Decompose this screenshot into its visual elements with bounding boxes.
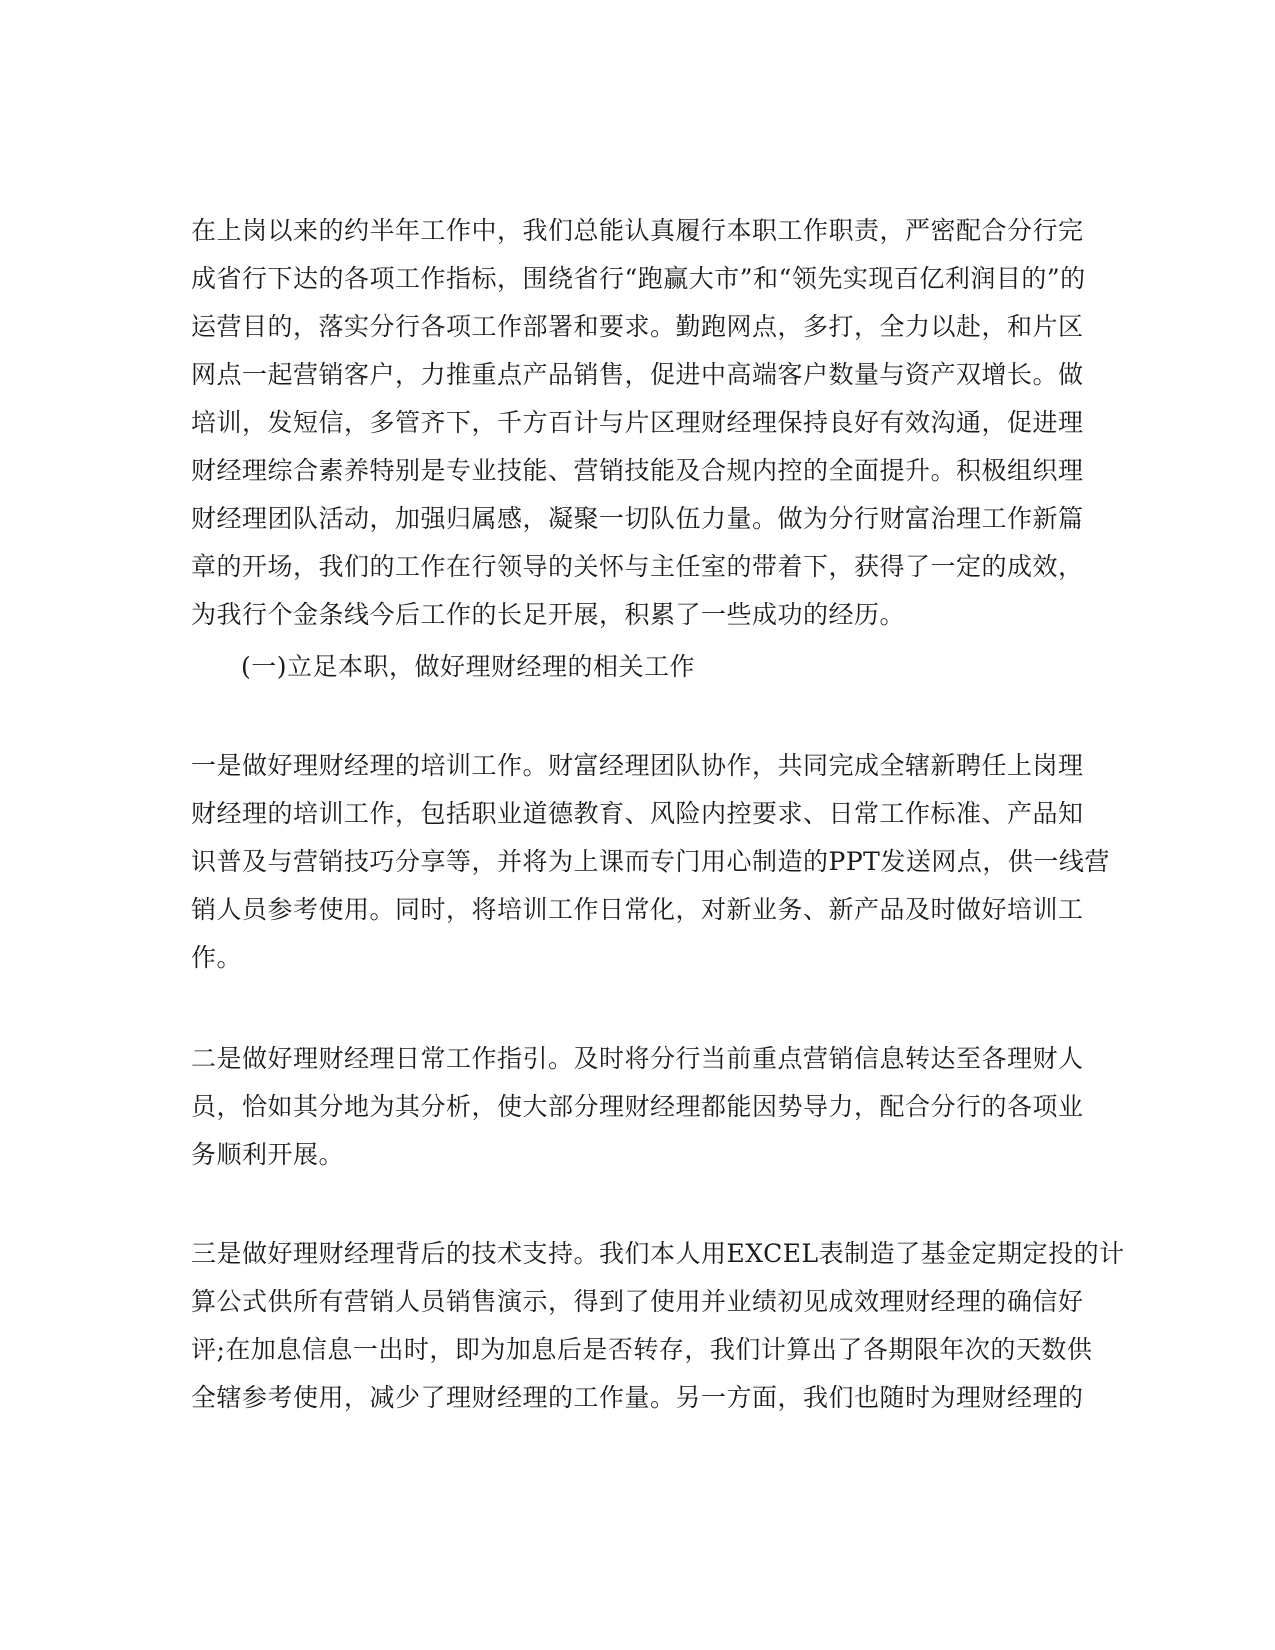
text-line: 评;在加息信息一出时，即为加息后是否转存，我们计算出了各期限年次的天数供 xyxy=(191,1335,1093,1364)
text-line: 在上岗以来的约半年工作中，我们总能认真履行本职工作职责，严密配合分行完 xyxy=(191,216,1084,245)
text-line: 章的开场，我们的工作在行领导的关怀与主任室的带着下，获得了一定的成效， xyxy=(191,552,1084,581)
section-heading xyxy=(241,643,1131,691)
paragraph-training xyxy=(191,742,1110,982)
text-line: 识普及与营销技巧分享等，并将为上课而专门用心制造的PPT发送网点，供一线营 xyxy=(191,847,1110,876)
text-line: 一是做好理财经理的培训工作。财富经理团队协作，共同完成全辖新聘任上岗理 xyxy=(191,751,1084,780)
text-line: 全辖参考使用，减少了理财经理的工作量。另一方面，我们也随时为理财经理的 xyxy=(191,1383,1084,1412)
text-line: 培训，发短信，多管齐下，千方百计与片区理财经理保持良好有效沟通，促进理 xyxy=(191,408,1084,437)
text-line: 作。 xyxy=(191,943,243,972)
paragraph-intro xyxy=(191,207,1086,639)
heading-text: (一)立足本职，做好理财经理的相关工作 xyxy=(241,652,696,681)
text-line: 成省行下达的各项工作指标，围绕省行“跑赢大市”和“领先实现百亿利润目的”的 xyxy=(191,264,1086,293)
text-line: 运营目的，落实分行各项工作部署和要求。勤跑网点，多打，全力以赴，和片区 xyxy=(191,312,1084,341)
text-line: 算公式供所有营销人员销售演示，得到了使用并业绩初见成效理财经理的确信好 xyxy=(191,1287,1084,1316)
text-line: 员，恰如其分地为其分析，使大部分理财经理都能因势导力，配合分行的各项业 xyxy=(191,1092,1084,1121)
text-line: 财经理的培训工作，包括职业道德教育、风险内控要求、日常工作标准、产品知 xyxy=(191,799,1084,828)
text-line: 财经理综合素养特别是专业技能、营销技能及合规内控的全面提升。积极组织理 xyxy=(191,456,1084,485)
text-line: 财经理团队活动，加强归属感，凝聚一切队伍力量。做为分行财富治理工作新篇 xyxy=(191,504,1084,533)
text-line: 网点一起营销客户，力推重点产品销售，促进中高端客户数量与资产双增长。做 xyxy=(191,360,1084,389)
text-line: 为我行个金条线今后工作的长足开展，积累了一些成功的经历。 xyxy=(191,600,906,629)
paragraph-daily-guidance xyxy=(191,1035,1084,1179)
text-line: 三是做好理财经理背后的技术支持。我们本人用EXCEL表制造了基金定期定投的计 xyxy=(191,1239,1125,1268)
text-line: 二是做好理财经理日常工作指引。及时将分行当前重点营销信息转达至各理财人 xyxy=(191,1044,1084,1073)
text-line: 销人员参考使用。同时，将培训工作日常化，对新业务、新产品及时做好培训工 xyxy=(191,895,1084,924)
paragraph-technical-support xyxy=(191,1230,1125,1422)
text-line: 务顺利开展。 xyxy=(191,1140,345,1169)
